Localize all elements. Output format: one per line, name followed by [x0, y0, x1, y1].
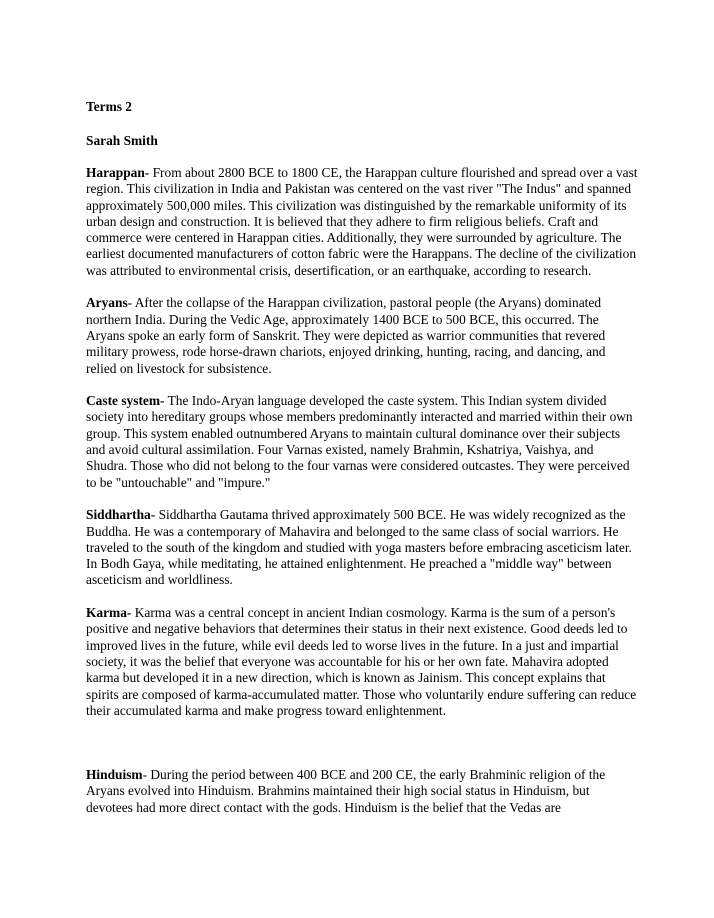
- term-definition: From about 2800 BCE to 1800 CE, the Harappan culture flourished and spread over a vast region. This civilization in India and Pakistan was centered on the vast river "The Indus" and spanned approximately 500,000 miles. This civilization was distinguished by the remarkable uniformity of its urban design and construction. It is believed that they adhere to firm religious beliefs. Craft and commerce were centered in Harappan cities. Additionally, they were surrounded by agriculture. The earliest documented manufacturers of cotton fabric were the Harappans. The decline of the civilization was attributed to environmental crisis, desertification, or an earthquake, according to research.: [86, 165, 638, 278]
- term-definition: Karma was a central concept in ancient Indian cosmology. Karma is the sum of a person's positive and negative behaviors that determines their status in their next existence. Good deeds led to improved lives in the future, while evil deeds led to worse lives in the future. In a just and impartial society, it was the belief that everyone was accountable for his or her own fate. Mahavira adopted karma but developed it in a new direction, which is known as Jainism. This concept explains that spirits are composed of karma-accumulated matter. Those who voluntarily endure suffering can reduce their accumulated karma and make progress toward enlightenment.: [86, 605, 637, 718]
- term-definition: - During the period between 400 BCE and 200 CE, the early Brahminic religion of the Aryans evolved into Hinduism. Brahmins maintained their high social status in Hinduism, but devotees had more direct contact with the gods. Hinduism is the belief that the Vedas are: [86, 767, 606, 815]
- term-definition: Siddhartha Gautama thrived approximately 500 BCE. He was widely recognized as the Buddha. He was a contemporary of Mahavira and belonged to the same class of social warriors. He traveled to the south of the kingdom and studied with yoga masters before embracing asceticism later. In Bodh Gaya, while meditating, he attained enlightenment. He preached a "middle way" between asceticism and worldliness.: [86, 507, 632, 588]
- term-label: Karma-: [86, 605, 132, 621]
- entry-harappan: [86, 165, 638, 279]
- entry-aryans: [86, 295, 638, 376]
- term-label: Hinduism: [86, 767, 143, 783]
- entry-siddhartha: [86, 507, 638, 588]
- term-label: Aryans: [86, 295, 128, 311]
- document-author: Sarah Smith: [86, 133, 158, 148]
- term-label: Caste system-: [86, 393, 165, 409]
- entry-hinduism: [86, 767, 638, 816]
- term-definition: The Indo-Aryan language developed the caste system. This Indian system divided society into hereditary groups whose members predominantly interacted and married within their own group. This system enabled outnumbered Aryans to maintain cultural dominance over their subjects and avoid cultural assimilation. Four Varnas existed, namely Brahmin, Kshatriya, Vaishya, and Shudra. Those who did not belong to the four varnas were considered outcastes. They were perceived to be "untouchable" and "impure.": [86, 393, 633, 490]
- document-title: Terms 2: [86, 99, 132, 114]
- entry-karma: [86, 605, 638, 719]
- document-page: [86, 98, 638, 832]
- entry-caste-system: [86, 393, 638, 491]
- term-definition: - After the collapse of the Harappan civilization, pastoral people (the Aryans) dominated northern India. During the Vedic Age, approximately 1400 BCE to 500 BCE, this occurred. The Aryans spoke an early form of Sanskrit. They were depicted as warrior communities that revered military prowess, rode horse-drawn chariots, enjoyed drinking, hunting, racing, and dancing, and relied on livestock for subsistence.: [86, 295, 606, 376]
- term-label: Siddhartha-: [86, 507, 156, 523]
- term-label: Harappan-: [86, 165, 150, 180]
